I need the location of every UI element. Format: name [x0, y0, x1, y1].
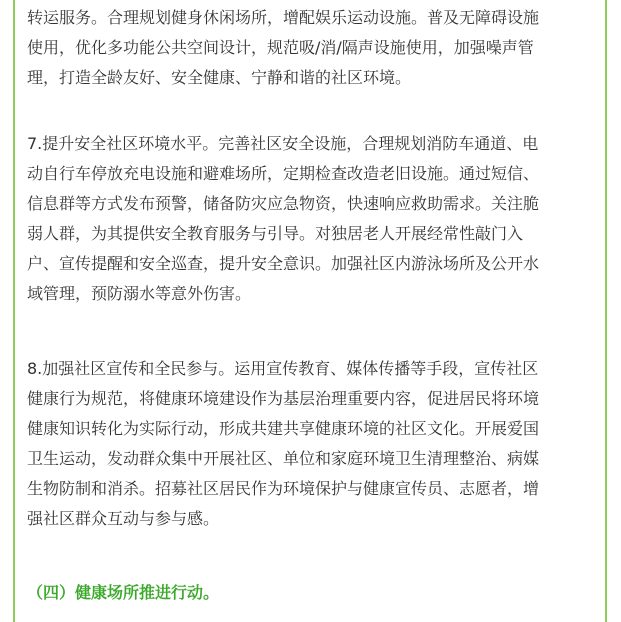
text-line: 域管理，预防溺水等意外伤害。 [27, 284, 252, 303]
paragraph-environment [27, 3, 539, 93]
text-line: 弱人群，为其提供安全教育服务与引导。对独居老人开展经常性敲门入 [27, 224, 524, 243]
text-line: 信息群等方式发布预警，储备防灾应急物资，快速响应救助需求。关注脆 [27, 194, 540, 213]
text-line: 动自行车停放充电设施和避难场所，定期检查改造老旧设施。通过短信、 [27, 164, 540, 183]
section-heading: （四）健康场所推进行动。 [27, 583, 220, 602]
text-line: 健康知识转化为实际行动，形成共建共享健康环境的社区文化。开展爱国 [27, 419, 540, 438]
text-line: 强社区群众互动与参与感。 [27, 509, 220, 528]
text-line: 健康行为规范，将健康环境建设作为基层治理重要内容，促进居民将环境 [27, 389, 540, 408]
text-line: 转运服务。合理规划健身休闲场所，增配娱乐运动设施。普及无障碍设施 [27, 8, 540, 27]
text-line: 8.加强社区宣传和全民参与。运用宣传教育、媒体传播等手段，宣传社区 [27, 359, 539, 378]
text-line: 使用，优化多功能公共空间设计，规范吸/消/隔声设施使用，加强噪声管 [27, 38, 534, 57]
text-line: 理，打造全龄友好、安全健康、宁静和谐的社区环境。 [27, 68, 412, 87]
text-line: 生物防制和消杀。招募社区居民作为环境保护与健康宣传员、志愿者，增 [27, 479, 540, 498]
paragraph-publicity [27, 354, 539, 534]
paragraph-safety [27, 129, 539, 309]
text-line: 7.提升安全社区环境水平。完善社区安全设施，合理规划消防车通道、电 [27, 134, 539, 153]
text-line: 卫生运动，发动群众集中开展社区、单位和家庭环境卫生清理整治、病媒 [27, 449, 540, 468]
text-line: 户、宣传提醒和安全巡查，提升安全意识。加强社区内游泳场所及公开水 [27, 254, 540, 273]
